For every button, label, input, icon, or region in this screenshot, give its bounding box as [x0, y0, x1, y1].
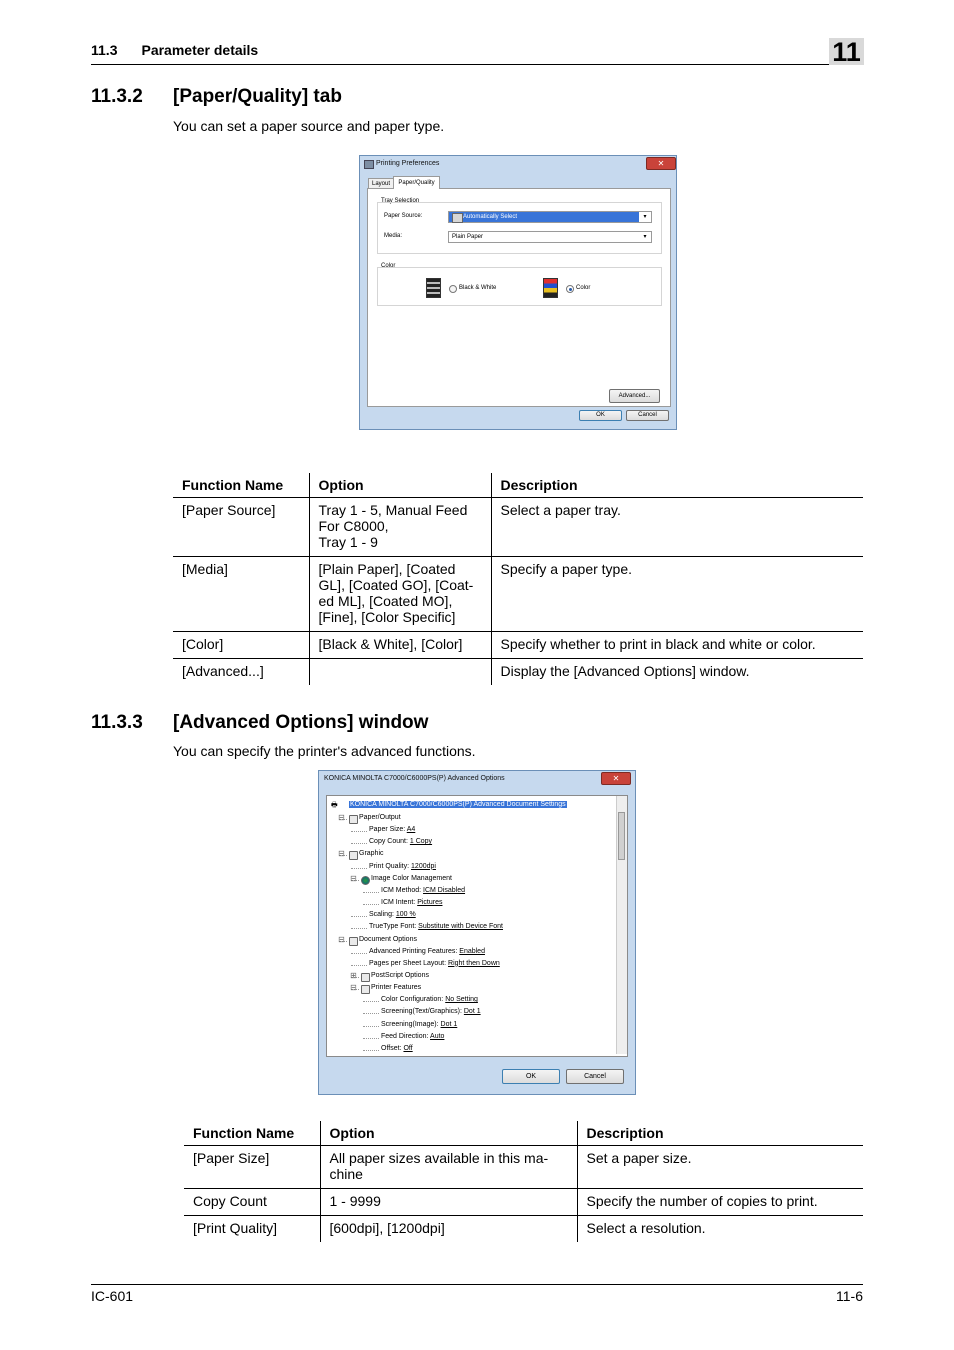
footer-rule: [91, 1284, 863, 1285]
media-value: Plain Paper: [452, 234, 484, 240]
setting-name: Color Configuration:: [381, 996, 444, 1004]
function-name-cell: Copy Count: [184, 1189, 320, 1216]
paper-source-select[interactable]: [448, 211, 652, 223]
tree-setting-item[interactable]: [381, 1021, 457, 1028]
advanced-options-table: [184, 1121, 863, 1242]
tree-setting-item[interactable]: [369, 960, 500, 967]
section-heading-1: [91, 86, 342, 108]
table-row: [184, 1189, 863, 1216]
color-label: Color: [576, 285, 591, 291]
header-rule: [91, 64, 863, 65]
description-cell: Specify whether to print in black and white or color.: [491, 632, 863, 659]
function-name-cell: [Media]: [173, 557, 309, 632]
close-icon[interactable]: ✕: [601, 772, 631, 785]
setting-name: Paper Size:: [369, 826, 406, 834]
color-radio[interactable]: [566, 285, 574, 293]
function-name-cell: [Paper Size]: [184, 1146, 320, 1189]
chevron-down-icon: ▾: [639, 212, 651, 222]
tree-connector: [351, 916, 367, 917]
tree-group-item[interactable]: [371, 875, 452, 882]
tree-connector: [351, 831, 367, 832]
setting-name: PostScript Options: [371, 971, 429, 979]
description-cell: Select a resolution.: [577, 1216, 863, 1243]
section-number: 11.3.2: [91, 86, 143, 107]
advanced-options-dialog: [318, 770, 636, 1095]
tree-connector: [363, 892, 379, 893]
tree-setting-item[interactable]: [381, 899, 442, 906]
setting-value: No Setting: [445, 996, 478, 1004]
setting-value: A4: [406, 826, 416, 834]
color-management-icon: [361, 876, 370, 885]
option-cell: 1 - 9999: [320, 1189, 577, 1216]
footer-manual-code: IC-601: [91, 1288, 134, 1304]
header-section-title: Parameter details: [141, 42, 259, 58]
ok-button[interactable]: OK: [579, 410, 622, 421]
black-white-label: Black & White: [459, 285, 497, 291]
tree-connector: [363, 1038, 379, 1039]
vertical-scrollbar[interactable]: [616, 796, 627, 1054]
paper-source-value: Automatically Select: [463, 214, 518, 220]
cancel-button[interactable]: Cancel: [566, 1069, 624, 1084]
tree-group-item[interactable]: [359, 936, 417, 943]
setting-name: Image Color Management: [371, 874, 452, 882]
column-header-function: Function Name: [184, 1121, 320, 1146]
folder-icon: [349, 815, 358, 824]
tray-icon: [452, 213, 463, 223]
setting-name: Advanced Printing Features:: [369, 947, 458, 955]
function-name-cell: [Color]: [173, 632, 309, 659]
setting-value: Dot 1: [463, 1008, 481, 1016]
settings-tree: [326, 795, 628, 1057]
table-row: [173, 632, 863, 659]
setting-name: Offset:: [381, 1044, 402, 1052]
tree-connector: [351, 868, 367, 869]
tray-selection-group: [377, 202, 662, 254]
option-cell: [Black & White], [Color]: [309, 632, 491, 659]
tree-setting-item[interactable]: [381, 1045, 413, 1052]
setting-name: TrueType Font:: [369, 923, 417, 931]
table-row: [173, 498, 863, 557]
setting-value: 100 %: [395, 911, 416, 919]
table-row: [184, 1216, 863, 1243]
color-group: [377, 267, 662, 306]
radio-selected-dot: [569, 288, 572, 291]
setting-name: ICM Method:: [381, 886, 422, 894]
tree-group-item[interactable]: [359, 850, 384, 857]
ok-button[interactable]: OK: [502, 1069, 560, 1084]
setting-name: Print Quality:: [369, 862, 410, 870]
setting-value: Right then Down: [448, 959, 500, 967]
setting-value: 1200dpi: [411, 862, 436, 870]
column-header-function: Function Name: [173, 473, 309, 498]
printing-preferences-dialog: [359, 155, 677, 430]
collapse-icon[interactable]: ⊟: [338, 849, 345, 859]
tree-connector: [351, 843, 367, 844]
option-cell: [600dpi], [1200dpi]: [320, 1216, 577, 1243]
tree-setting-item[interactable]: [369, 948, 485, 955]
tree-setting-item[interactable]: [369, 911, 416, 918]
setting-value: 1 Copy: [409, 838, 433, 846]
tree-setting-item[interactable]: [369, 923, 503, 930]
setting-name: Printer Features: [371, 984, 422, 992]
setting-name: Screening(Text/Graphics):: [381, 1008, 462, 1016]
setting-value: Substitute with Device Font: [418, 923, 503, 931]
tree-connector: [363, 1026, 379, 1027]
setting-value: Off: [403, 1044, 413, 1052]
option-cell: [Plain Paper], [Coated GL], [Coated GO], [Coat- ed ML], [Coated MO], [Fine], [Color Specific]: [309, 557, 491, 632]
tree-group-item[interactable]: [371, 972, 429, 979]
option-cell: Tray 1 - 5, Manual Feed For C8000, Tray 1 - 9: [309, 498, 491, 557]
running-header: [91, 42, 258, 58]
tree-setting-item[interactable]: [381, 1008, 481, 1015]
column-header-option: Option: [320, 1121, 577, 1146]
media-label: Media:: [384, 233, 403, 239]
header-section-number: 11.3: [91, 42, 118, 58]
tab-panel: [367, 188, 671, 407]
chapter-badge: 11: [829, 38, 864, 65]
column-header-option: Option: [309, 473, 491, 498]
setting-name: ICM Intent:: [381, 899, 416, 907]
tree-connector: [363, 1013, 379, 1014]
tree-setting-item[interactable]: [381, 887, 465, 894]
table-body: [173, 498, 863, 686]
section-heading-2: [91, 712, 428, 734]
collapse-icon[interactable]: ⊞: [350, 970, 357, 980]
tree-connector: [363, 1050, 379, 1051]
paper-source-label: Paper Source:: [384, 213, 423, 219]
color-icon: [543, 278, 558, 298]
collapse-icon[interactable]: ⊟: [350, 983, 357, 993]
description-cell: Specify the number of copies to print.: [577, 1189, 863, 1216]
tree-connector: [351, 953, 367, 954]
tree-setting-item[interactable]: [381, 996, 478, 1003]
function-name-cell: [Print Quality]: [193, 1220, 278, 1236]
tab-layout[interactable]: Layout: [368, 178, 394, 190]
color-group-label: Color: [381, 263, 396, 269]
collapse-icon[interactable]: ⊟: [338, 934, 345, 944]
tray-selection-label: Tray Selection: [381, 198, 420, 204]
section-title: [Paper/Quality] tab: [173, 86, 342, 107]
collapse-icon[interactable]: ⊟: [338, 813, 345, 822]
section-title: [Advanced Options] window: [173, 712, 429, 733]
setting-value: Pictures: [417, 899, 443, 907]
black-white-icon: [426, 278, 441, 298]
section-intro: You can specify the printer's advanced functions.: [173, 743, 476, 759]
setting-value: Auto: [430, 1032, 445, 1040]
setting-name: Feed Direction:: [381, 1032, 429, 1040]
tree-setting-item[interactable]: [369, 863, 436, 870]
tab-paper-quality[interactable]: Paper/Quality: [393, 176, 440, 189]
tree-connector: [363, 904, 379, 905]
table-header-row: [173, 473, 863, 498]
column-header-description: Description: [577, 1121, 863, 1146]
setting-name: Scaling:: [369, 911, 394, 919]
function-name-cell: [Paper Source]: [173, 498, 309, 557]
setting-name: Copy Count:: [369, 838, 408, 846]
tree-setting-item[interactable]: [369, 826, 415, 833]
setting-value: ICM Disabled: [423, 886, 466, 894]
collapse-icon[interactable]: ⊟: [350, 873, 357, 883]
setting-name: Paper/Output: [359, 814, 401, 821]
section-number: 11.3.3: [91, 712, 143, 733]
column-header-description: Description: [491, 473, 863, 498]
folder-icon: [361, 985, 370, 994]
scrollbar-thumb[interactable]: [618, 812, 625, 860]
printer-icon: 🖶: [331, 802, 338, 809]
description-cell: Set a paper size.: [577, 1146, 863, 1189]
black-white-radio[interactable]: [449, 285, 457, 293]
cancel-button[interactable]: Cancel: [626, 410, 669, 421]
graphic-icon: [349, 851, 358, 860]
tree-root-item[interactable]: KONICA MINOLTA C7000/C6000PS(P) Advanced Document Settings: [350, 801, 566, 808]
setting-name: Pages per Sheet Layout:: [369, 959, 447, 967]
description-cell: Display the [Advanced Options] window.: [491, 659, 863, 686]
table-body: [184, 1146, 863, 1243]
function-name-cell: [Advanced...]: [182, 663, 264, 679]
tree-connector: [351, 965, 367, 966]
setting-name: Graphic: [359, 850, 384, 858]
folder-icon: [361, 973, 370, 982]
setting-value: Enabled: [459, 947, 485, 955]
tree-connector: [363, 1001, 379, 1002]
table-row: [173, 659, 863, 686]
description-cell: Select a paper tray.: [491, 498, 863, 557]
table-row: [173, 557, 863, 632]
close-icon[interactable]: ✕: [646, 157, 676, 170]
setting-name: Document Options: [359, 935, 417, 943]
folder-icon: [349, 937, 358, 946]
setting-name: Screening(Image):: [381, 1020, 439, 1028]
tree-group-item[interactable]: [371, 984, 421, 991]
option-cell: [309, 659, 491, 686]
description-cell: Specify a paper type.: [491, 557, 863, 632]
tree-group-item[interactable]: [359, 814, 401, 821]
table-header-row: [184, 1121, 863, 1146]
dialog-title: KONICA MINOLTA C7000/C6000PS(P) Advanced Options: [324, 775, 505, 782]
tree-setting-item[interactable]: [381, 1033, 444, 1040]
footer-page-number: 11-6: [836, 1288, 863, 1304]
table-row: [184, 1146, 863, 1189]
section-intro: You can set a paper source and paper type.: [173, 118, 445, 134]
media-select[interactable]: [448, 231, 652, 243]
paper-quality-table: [173, 473, 863, 685]
tree-connector: [351, 928, 367, 929]
advanced-button[interactable]: Advanced...: [609, 389, 660, 403]
option-cell: All paper sizes available in this ma- chine: [320, 1146, 577, 1189]
setting-value: Dot 1: [440, 1020, 458, 1028]
tree-setting-item[interactable]: [369, 838, 432, 845]
chevron-down-icon: ▾: [643, 234, 647, 240]
dialog-title: Printing Preferences: [376, 160, 440, 167]
